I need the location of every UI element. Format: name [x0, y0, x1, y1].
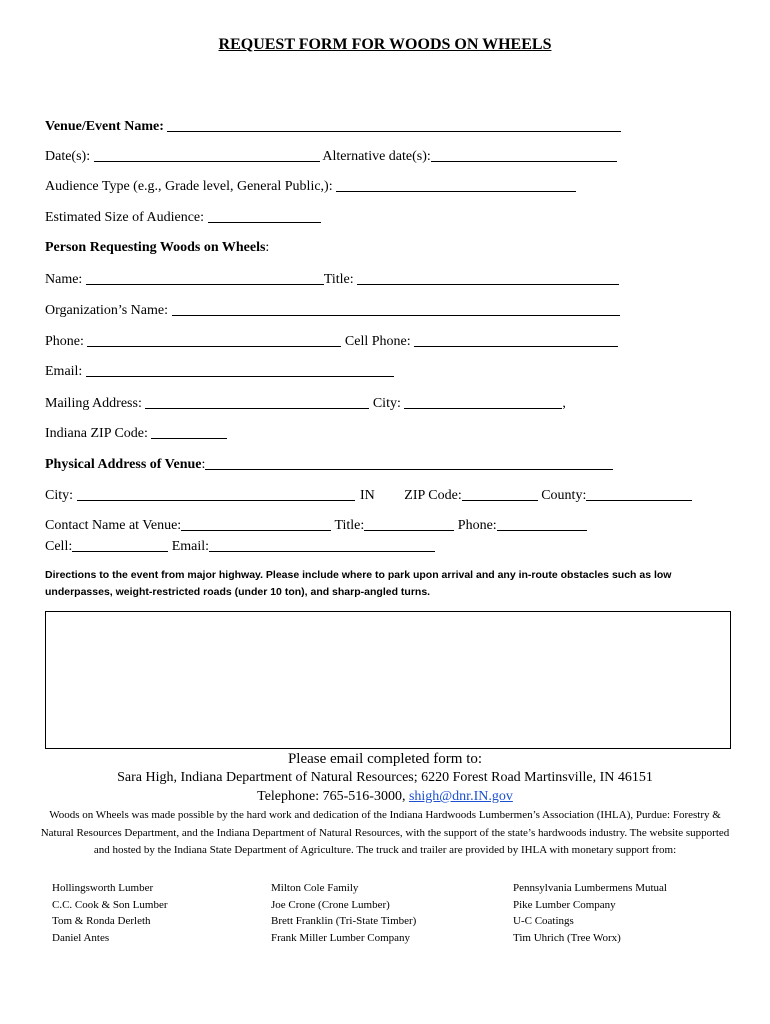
contact-phone-field[interactable] — [497, 516, 587, 531]
mailing-label: Mailing Address: — [45, 396, 142, 411]
physical-address-field[interactable] — [205, 455, 613, 470]
sponsor-name: Frank Miller Lumber Company — [271, 931, 411, 944]
person-heading-row — [45, 239, 269, 257]
contact-email-label: Email: — [171, 539, 210, 554]
contact-name-field[interactable] — [181, 516, 331, 531]
sponsor-column-3 — [513, 880, 667, 946]
directions-textbox[interactable] — [45, 611, 731, 749]
physical-colon: : — [201, 457, 206, 472]
venue-city-field[interactable] — [77, 486, 355, 501]
sponsor-column-2 — [271, 880, 416, 946]
zip-code-field[interactable] — [462, 486, 538, 501]
audience-type-row — [45, 177, 576, 196]
indiana-zip-row — [45, 424, 227, 443]
cell-label: Cell: — [45, 539, 73, 554]
contact-name-label: Contact Name at Venue: — [45, 518, 182, 533]
venue-event-label: Venue/Event Name: — [45, 119, 164, 134]
city-label: City: — [372, 396, 401, 411]
physical-heading: Physical Address of Venue — [45, 457, 202, 472]
title-label: Title: — [323, 272, 354, 287]
org-field[interactable] — [172, 301, 620, 316]
city-comma: , — [562, 396, 566, 411]
cell-phone-field[interactable] — [414, 332, 618, 347]
contact-phone-label: Phone: — [457, 518, 497, 533]
cell-phone-label: Cell Phone: — [344, 334, 411, 349]
title-field[interactable] — [357, 270, 619, 285]
contact-title-label: Title: — [334, 518, 365, 533]
city-field[interactable] — [404, 394, 562, 409]
mailing-field[interactable] — [145, 394, 369, 409]
person-heading: Person Requesting Woods on Wheels — [45, 240, 266, 255]
alt-dates-field[interactable] — [431, 147, 617, 162]
contact-title-field[interactable] — [364, 516, 454, 531]
sponsor-column-1 — [52, 880, 168, 946]
zip-code-label: ZIP Code: — [404, 488, 462, 503]
sponsor-name: Milton Cole Family — [271, 882, 359, 894]
sponsor-name: C.C. Cook & Son Lumber — [52, 898, 168, 911]
sponsor-name: Tim Uhrich (Tree Worx) — [513, 931, 621, 944]
org-row — [45, 301, 620, 320]
email-row — [45, 362, 394, 381]
contact-email-field[interactable] — [209, 537, 435, 552]
email-label: Email: — [45, 364, 83, 379]
mailing-row — [45, 394, 566, 413]
audience-type-field[interactable] — [336, 177, 576, 192]
sponsor-name: Daniel Antes — [52, 931, 110, 944]
county-field[interactable] — [586, 486, 692, 501]
dates-field[interactable] — [94, 147, 320, 162]
sponsor-name: Pike Lumber Company — [513, 898, 616, 911]
name-field[interactable] — [86, 270, 324, 285]
cell-email-row — [45, 537, 435, 556]
sponsor-name: Joe Crone (Crone Lumber) — [271, 898, 390, 911]
email-prompt: Please email completed form to: — [287, 751, 483, 767]
telephone-text: Telephone: 765-516-3000, — [257, 789, 406, 804]
alt-dates-label: Alternative date(s): — [322, 149, 431, 164]
email-link[interactable]: shigh@dnr.IN.gov — [408, 789, 513, 804]
phone-label: Phone: — [45, 334, 84, 349]
org-label: Organization’s Name: — [45, 303, 168, 318]
dates-row — [45, 147, 617, 166]
mailing-address-text: Sara High, Indiana Department of Natural Resources; 6220 Forest Road Martinsville, IN 46151 — [117, 770, 653, 785]
form-title: REQUEST FORM FOR WOODS ON WHEELS — [218, 36, 552, 53]
indiana-zip-label: Indiana ZIP Code: — [45, 426, 148, 441]
physical-heading-row — [45, 455, 613, 474]
venue-event-field[interactable] — [167, 117, 621, 132]
sponsor-name: U-C Coatings — [513, 915, 574, 927]
venue-state: IN — [360, 488, 375, 503]
name-row — [45, 270, 619, 289]
county-label: County: — [541, 488, 587, 503]
dates-label: Date(s): — [45, 149, 91, 164]
sponsor-name: Pennsylvania Lumbermens Mutual — [513, 882, 667, 894]
audience-type-label: Audience Type (e.g., Grade level, General Public,): — [45, 179, 333, 194]
sponsor-name: Brett Franklin (Tri-State Timber) — [271, 915, 417, 927]
person-heading-colon: : — [265, 240, 270, 255]
venue-city-row — [45, 486, 692, 505]
phone-row — [45, 332, 618, 351]
audience-size-field[interactable] — [208, 208, 321, 223]
phone-field[interactable] — [87, 332, 341, 347]
sponsor-name: Hollingsworth Lumber — [52, 882, 154, 894]
acknowledgement-text: Woods on Wheels was made possible by the hard work and dedication of the Indiana Hardwoods Lumbermen’s Association (IHLA), Purdue: Forestry & Natural Resources Department, and the Indiana Department of Natural Resources, with the support of the state’s hardwoods industry. The website supported and hosted by the Indiana State Department of Agriculture. The truck and trailer are provided by IHLA with monetary support from: — [40, 809, 730, 856]
venue-event-row — [45, 117, 621, 136]
audience-size-label: Estimated Size of Audience: — [45, 210, 205, 225]
contact-row — [45, 516, 587, 535]
sponsor-name: Tom & Ronda Derleth — [52, 915, 151, 927]
name-label: Name: — [45, 272, 83, 287]
cell-field[interactable] — [72, 537, 168, 552]
venue-city-label: City: — [45, 488, 74, 503]
indiana-zip-field[interactable] — [151, 424, 227, 439]
email-field[interactable] — [86, 362, 394, 377]
telephone-line — [0, 788, 770, 806]
directions-instructions: Directions to the event from major highway. Please include where to park upon arrival and any in-route obstacles such as low underpasses, weight-restricted roads (under 10 ton), and sharp-angled turns. — [45, 569, 672, 598]
audience-size-row — [45, 208, 321, 227]
